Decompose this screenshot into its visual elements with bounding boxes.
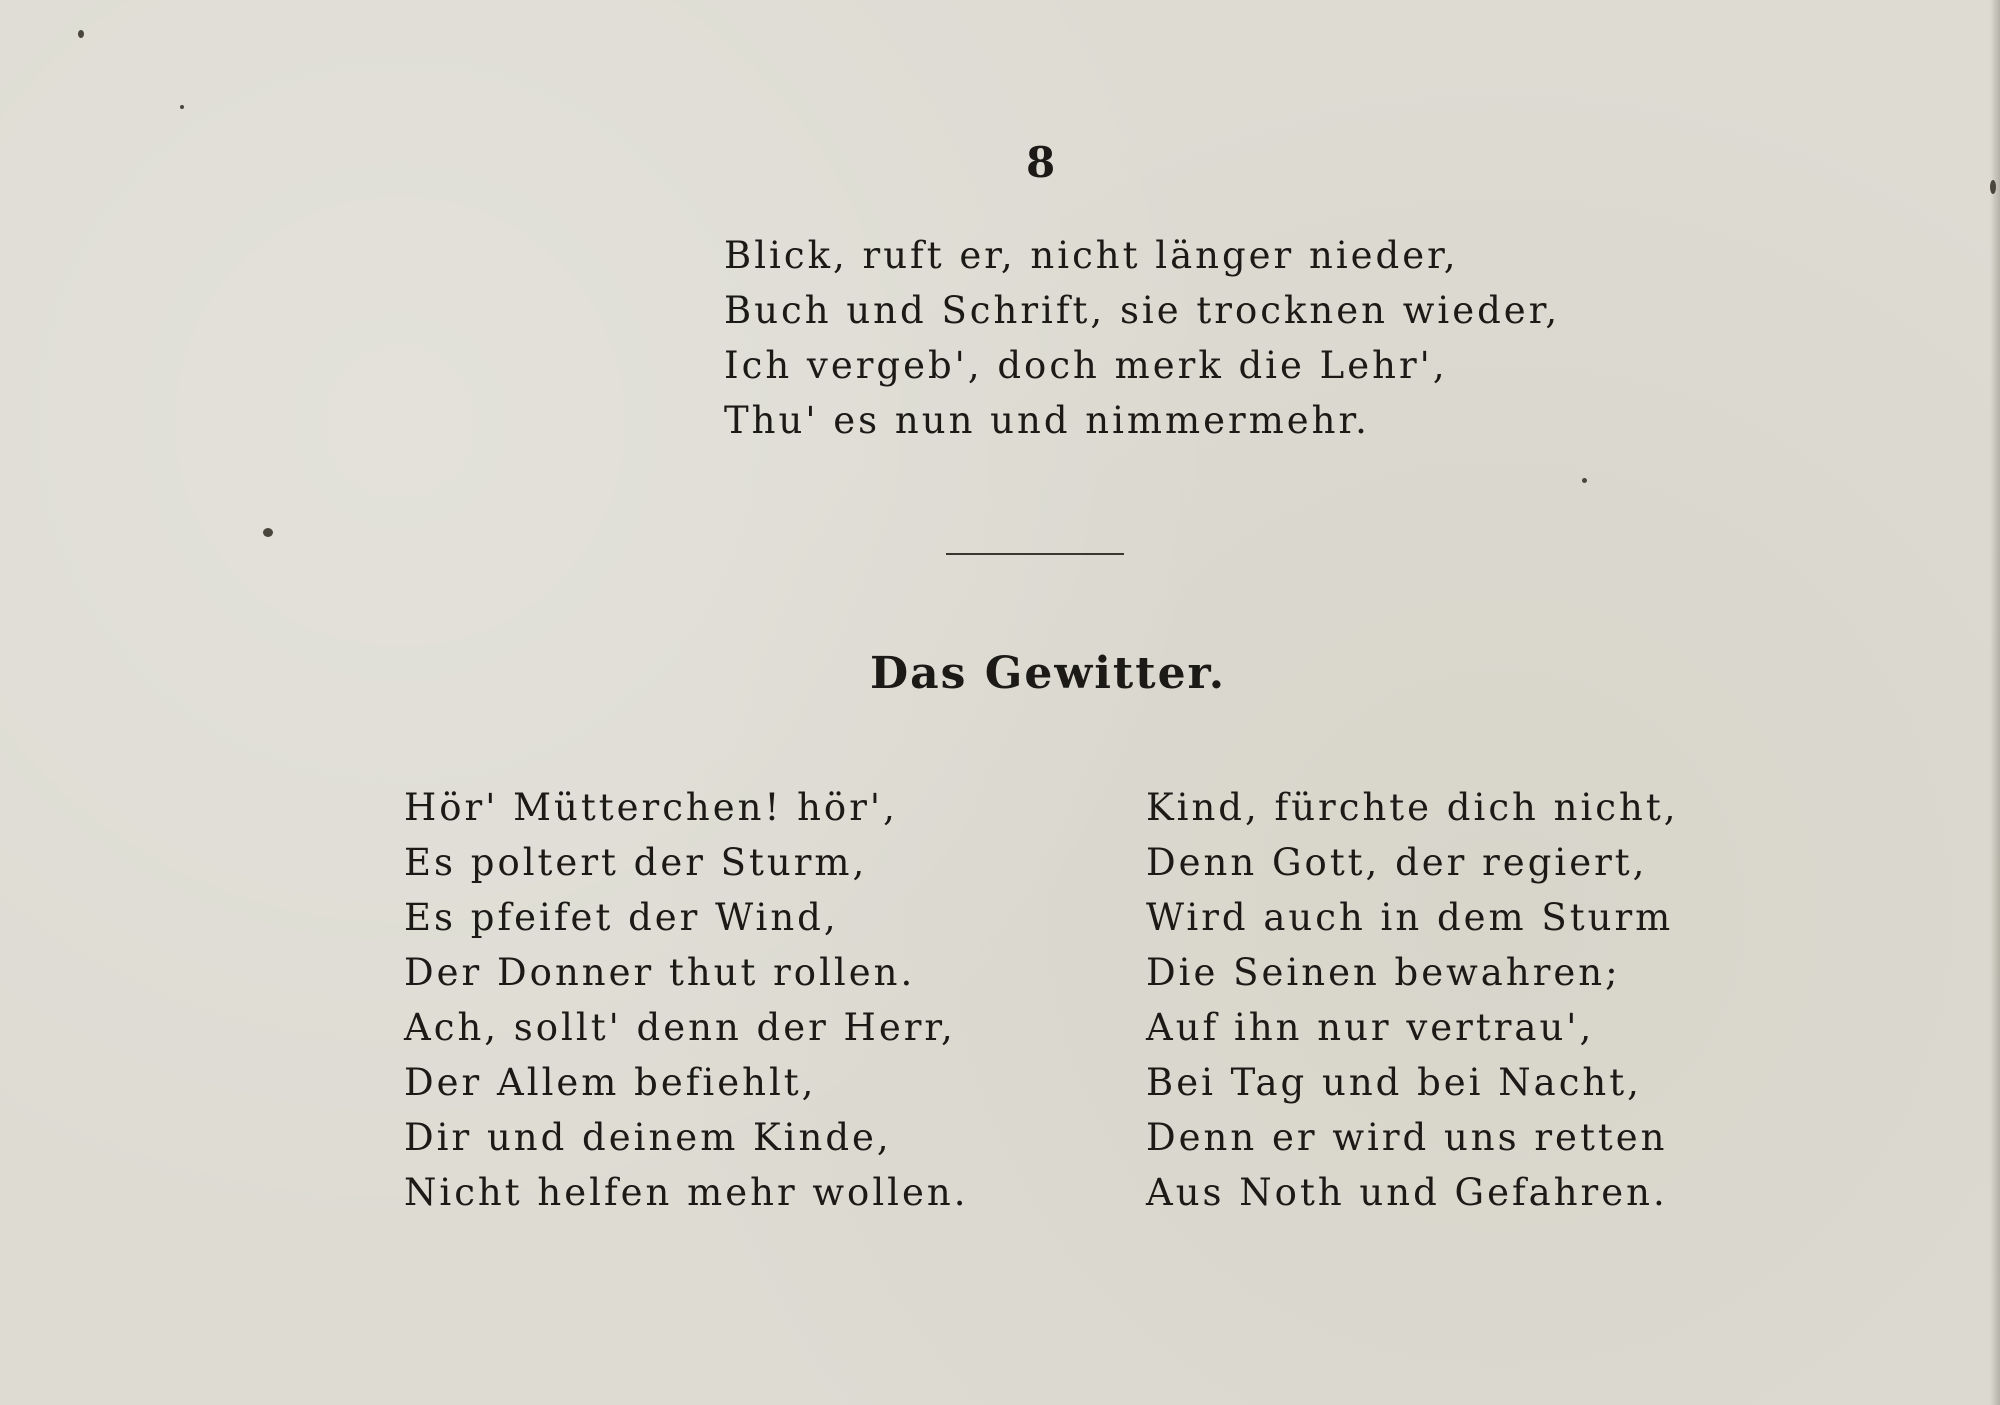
paper-speck: [78, 30, 84, 38]
verse-line: Aus Noth und Gefahren.: [1146, 1171, 1668, 1214]
page-number: 8: [1026, 138, 1057, 187]
section-divider: [946, 553, 1124, 555]
verse-line: Bei Tag und bei Nacht,: [1146, 1061, 1642, 1104]
verse-line: Kind, fürchte dich nicht,: [1146, 786, 1679, 829]
verse-line: Der Donner thut rollen.: [404, 951, 916, 994]
paper-speck: [1582, 478, 1587, 483]
verse-line: Nicht helfen mehr wollen.: [404, 1171, 969, 1214]
stanza-line: Ich vergeb', doch merk die Lehr',: [724, 344, 1448, 387]
verse-line: Es poltert der Sturm,: [404, 841, 868, 884]
paper-speck: [180, 105, 184, 109]
verse-line: Ach, sollt' denn der Herr,: [404, 1006, 956, 1049]
verse-line: Denn Gott, der regiert,: [1146, 841, 1648, 884]
verse-line: Es pfeifet der Wind,: [404, 896, 839, 939]
paper-speck: [1990, 180, 1996, 194]
verse-line: Dir und deinem Kinde,: [404, 1116, 892, 1159]
verse-line: Der Allem befiehlt,: [404, 1061, 817, 1104]
verse-line: Die Seinen bewahren;: [1146, 951, 1621, 994]
verse-line: Hör' Mütterchen! hör',: [404, 786, 898, 829]
right-column: [1146, 780, 1678, 1220]
verse-line: Wird auch in dem Sturm: [1146, 896, 1674, 939]
poem-title: Das Gewitter.: [870, 648, 1227, 699]
stanza-line: Buch und Schrift, sie trocknen wieder,: [724, 289, 1561, 332]
page-edge: [1990, 0, 2000, 1405]
paper-speck: [263, 528, 273, 537]
stanza-line: Thu' es nun und nimmermehr.: [724, 399, 1370, 442]
verse-line: Auf ihn nur vertrau',: [1146, 1006, 1595, 1049]
top-stanza: [724, 228, 1560, 448]
verse-line: Denn er wird uns retten: [1146, 1116, 1668, 1159]
stanza-line: Blick, ruft er, nicht länger nieder,: [724, 234, 1459, 277]
left-column: [404, 780, 969, 1220]
